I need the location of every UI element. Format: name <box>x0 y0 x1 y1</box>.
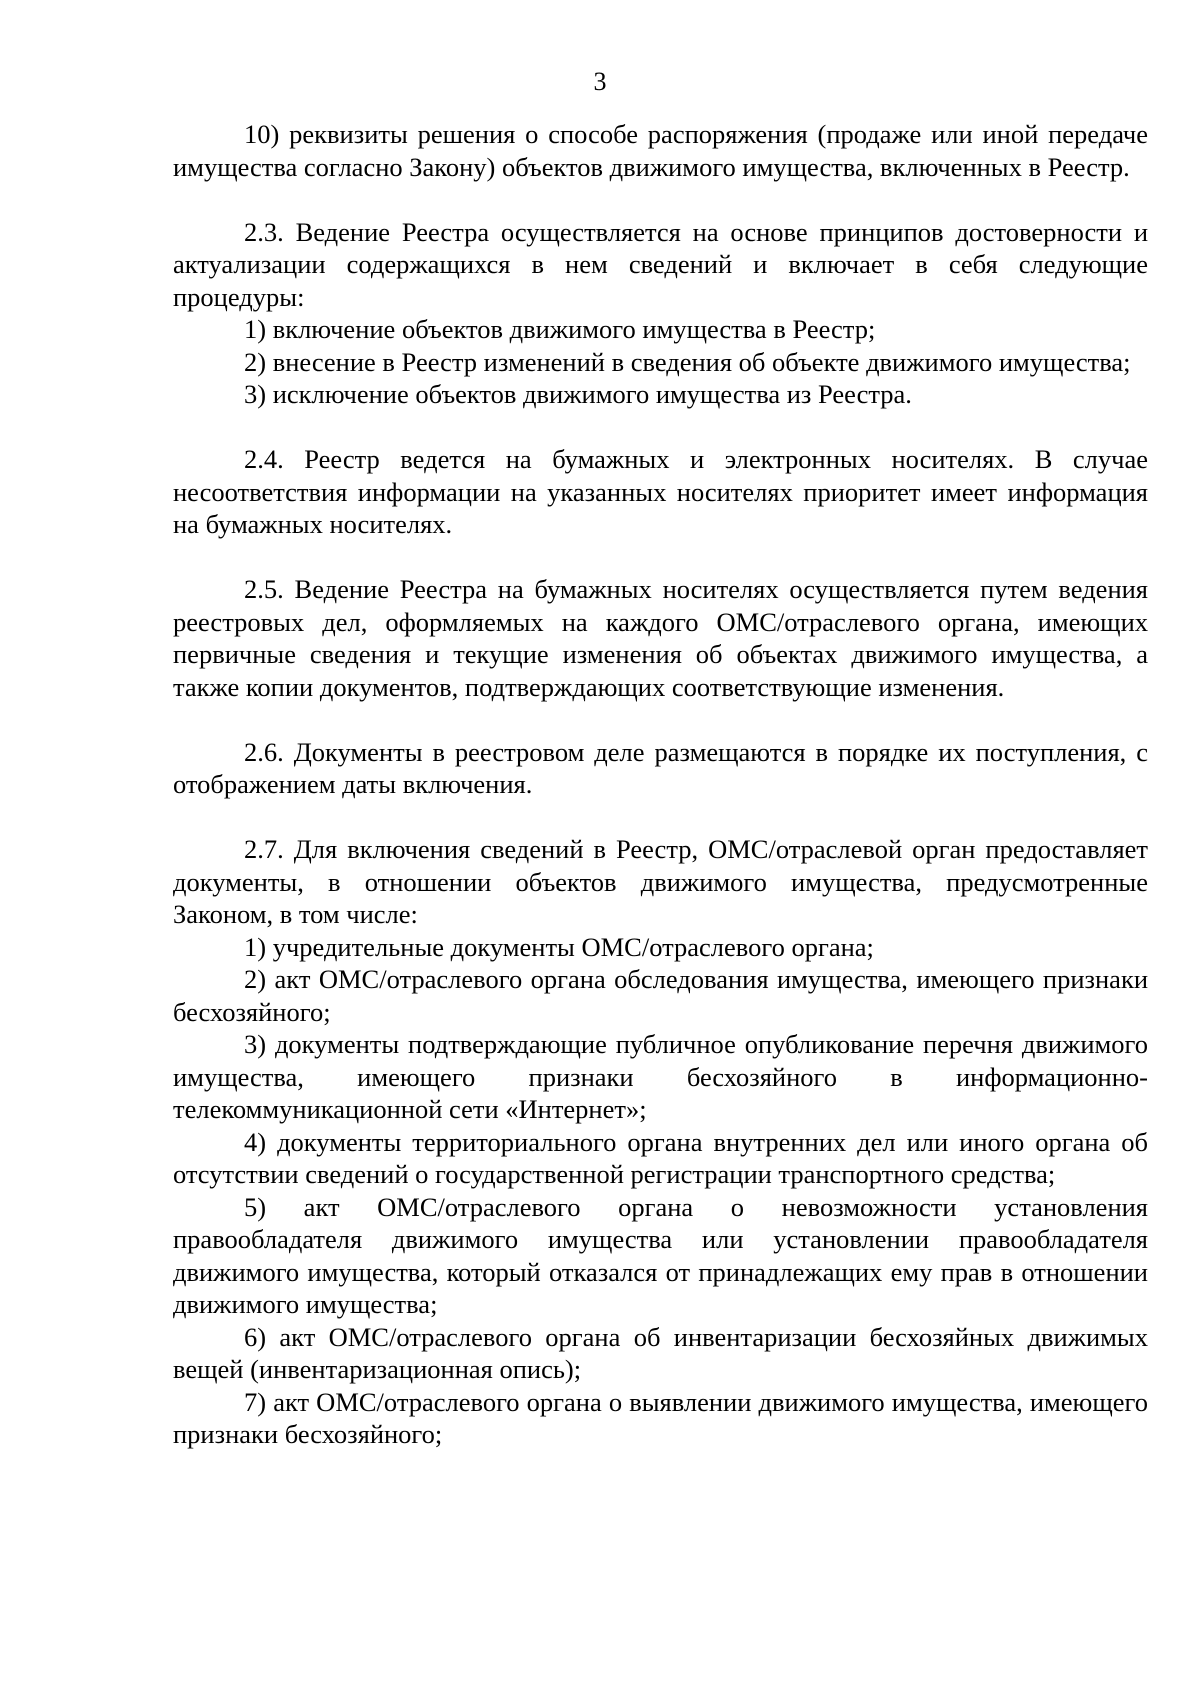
paragraph-gap <box>173 183 1148 216</box>
item-10-requisites: 10) реквизиты решения о способе распоряжения (продаже или иной передаче имущества согласно Закону) объектов движимого имущества, включенных в Реестр. <box>173 119 1148 182</box>
section-2-5: 2.5. Ведение Реестра на бумажных носителях осуществляется путем ведения реестровых дел, оформляемых на каждого ОМС/отраслевого органа, имеющих первичные сведения и текущие изменения об объектах движимого имущества, а также копии документов, подтверждающих соответствующие изменения. <box>173 574 1148 702</box>
paragraph-gap <box>173 703 1148 736</box>
document-body <box>173 118 1148 1451</box>
section-2-7-item-3: 3) документы подтверждающие публичное опубликование перечня движимого имущества, имеющего признаки бесхозяйного в информационно-телекоммуникационной сети «Интернет»; <box>173 1029 1148 1124</box>
section-2-3: 2.3. Ведение Реестра осуществляется на основе принципов достоверности и актуализации содержащихся в нем сведений и включает в себя следующие процедуры: <box>173 216 1148 312</box>
section-2-3-item-1: 1) включение объектов движимого имущества в Реестр; <box>244 314 876 344</box>
paragraph-gap <box>173 541 1148 574</box>
section-2-3-item-3: 3) исключение объектов движимого имущества из Реестра. <box>244 379 912 409</box>
section-2-7-item-6: 6) акт ОМС/отраслевого органа об инвентаризации бесхозяйных движимых вещей (инвентаризационная опись); <box>173 1321 1148 1384</box>
section-2-6: 2.6. Документы в реестровом деле размещаются в порядке их поступления, с отображением даты включения. <box>173 736 1148 799</box>
section-2-7-item-1: 1) учредительные документы ОМС/отраслевого органа; <box>244 931 874 962</box>
page-number: 3 <box>593 67 607 96</box>
paragraph-gap <box>173 801 1148 834</box>
section-2-7-item-5: 5) акт ОМС/отраслевого органа о невозможности установления правообладателя движимого имущества или установлении правообладателя движимого имущества, который отказался от принадлежащих ему прав в отношении движимого имущества; <box>173 1191 1148 1319</box>
section-2-7: 2.7. Для включения сведений в Реестр, ОМС/отраслевой орган предоставляет документы, в отношении объектов движимого имущества, предусмотренные Законом, в том числе: <box>173 834 1148 929</box>
section-2-7-item-7: 7) акт ОМС/отраслевого органа о выявлении движимого имущества, имеющего признаки бесхозяйного; <box>173 1386 1148 1449</box>
section-2-7-item-4: 4) документы территориального органа внутренних дел или иного органа об отсутствии сведений о государственной регистрации транспортного средства; <box>173 1126 1148 1189</box>
paragraph-gap <box>173 411 1148 444</box>
section-2-4: 2.4. Реестр ведется на бумажных и электронных носителях. В случае несоответствия информации на указанных носителях приоритет имеет информация на бумажных носителях. <box>173 444 1148 539</box>
section-2-7-item-2: 2) акт ОМС/отраслевого органа обследования имущества, имеющего признаки бесхозяйного; <box>173 964 1148 1027</box>
section-2-3-item-2: 2) внесение в Реестр изменений в сведения об объекте движимого имущества; <box>244 346 1131 377</box>
